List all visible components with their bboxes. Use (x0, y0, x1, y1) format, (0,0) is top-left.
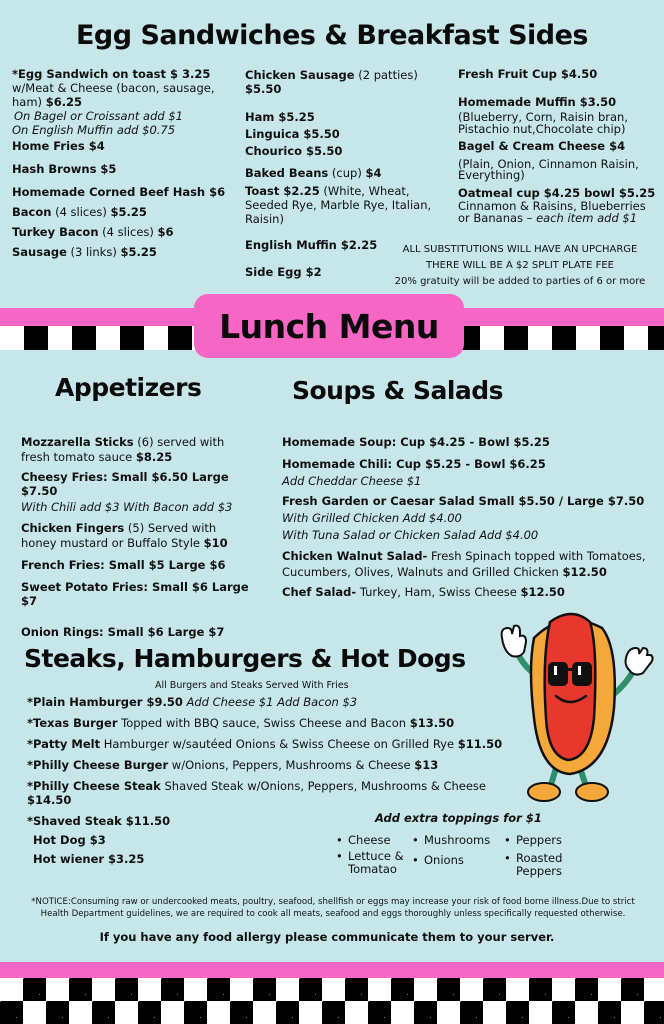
garden-salad-item: Fresh Garden or Caesar Salad Small $5.50 / Large $7.50 (282, 494, 645, 508)
ham-item: Ham $5.25 (245, 110, 315, 124)
topping-item: • Lettuce & Tomatao (336, 850, 412, 876)
patty-melt-item: *Patty Melt Hamburger w/sautéed Onions & Swiss Cheese on Grilled Rye $11.50 (27, 737, 503, 751)
allergy-notice: If you have any food allergy please communicate them to your server. (99, 930, 555, 944)
cheesy-fries-item: Cheesy Fries: Small $6.50 Large $7.50 (21, 470, 229, 498)
lunch-title: Lunch Menu (219, 306, 439, 346)
footer-checker-band (0, 978, 664, 1024)
muffin-desc: (Blueberry, Corn, Raisin bran, Pistachio nut,Chocolate chip) (458, 110, 629, 136)
chili-note: Add Cheddar Cheese $1 (282, 474, 422, 488)
steaks-subtitle: All Burgers and Steaks Served With Fries (155, 680, 349, 691)
toppings-col-3 (504, 834, 574, 881)
onion-rings-item: Onion Rings: Small $6 Large $7 (21, 625, 225, 639)
footer-pink-band (0, 962, 664, 978)
chicken-walnut-item: Chicken Walnut Salad- Fresh Spinach topped with Tomatoes, Cucumbers, Olives, Walnuts and Grilled Chicken $12.50 (282, 549, 646, 579)
topping-item: • Peppers (504, 834, 574, 847)
sausage-item: Sausage (3 links) $5.25 (12, 245, 157, 259)
plain-hamburger-item: *Plain Hamburger $9.50 Add Cheese $1 Add Bacon $3 (27, 695, 358, 709)
turkey-bacon-item: Turkey Bacon (4 slices) $6 (12, 225, 174, 239)
soups-list (282, 435, 658, 599)
soups-title: Soups & Salads (292, 376, 504, 405)
breakfast-col-3 (458, 67, 658, 224)
philly-burger-item: *Philly Cheese Burger w/Onions, Peppers, Mushrooms & Cheese $13 (27, 758, 439, 772)
tuna-salad-note: With Tuna Salad or Chicken Salad Add $4.00 (282, 528, 539, 542)
toast-item: Toast $2.25 (White, Wheat, Seeded Rye, Marble Rye, Italian, Raisin) (245, 184, 432, 226)
philly-steak-item: *Philly Cheese Steak Shaved Steak w/Onions, Peppers, Mushrooms & Cheese $14.50 (27, 779, 486, 807)
english-muffin-note: On English Muffin add $0.75 (12, 123, 176, 137)
appetizers-title: Appetizers (55, 373, 202, 402)
substitution-notice: ALL SUBSTITUTIONS WILL HAVE AN UPCHARGE (402, 244, 638, 255)
home-fries-item: Home Fries $4 (12, 139, 105, 153)
split-plate-notice: THERE WILL BE A $2 SPLIT PLATE FEE (426, 260, 614, 271)
topping-item: • Roasted Peppers (504, 852, 574, 878)
baked-beans-item: Baked Beans (cup) $4 (245, 166, 382, 180)
corned-beef-hash-item: Homemade Corned Beef Hash $6 (12, 185, 226, 199)
english-muffin-item: English Muffin $2.25 (245, 238, 378, 252)
steaks-title: Steaks, Hamburgers & Hot Dogs (24, 644, 466, 673)
egg-sandwich-item: *Egg Sandwich on toast $ 3.25 w/Meat & Cheese (bacon, sausage, ham) $6.25 (12, 67, 215, 109)
french-fries-item: French Fries: Small $5 Large $6 (21, 558, 226, 572)
chicken-fingers-item: Chicken Fingers (5) Served with honey mustard or Buffalo Style $10 (21, 521, 228, 550)
lunch-title-pill (194, 294, 464, 358)
bagel-desc: (Plain, Onion, Cinnamon Raisin, Everything) (458, 157, 639, 182)
breakfast-title: Egg Sandwiches & Breakfast Sides (75, 20, 588, 51)
soup-item: Homemade Soup: Cup $4.25 - Bowl $5.25 (282, 435, 550, 449)
bagel-note: On Bagel or Croissant add $1 (14, 109, 183, 123)
hash-browns-item: Hash Browns $5 (12, 162, 117, 176)
topping-item: • Mushrooms (412, 834, 504, 847)
hot-wiener-item: Hot wiener $3.25 (33, 852, 145, 866)
grilled-chicken-note: With Grilled Chicken Add $4.00 (282, 511, 462, 525)
chicken-sausage-item: Chicken Sausage (2 patties) $5.50 (245, 68, 418, 96)
mozzarella-item: Mozzarella Sticks (6) served with fresh tomato sauce $8.25 (21, 435, 225, 464)
sweet-potato-fries-item: Sweet Potato Fries: Small $6 Large $7 (21, 580, 249, 608)
gratuity-notice: 20% gratuity will be added to parties of 6 or more (394, 276, 646, 287)
toppings-grid (336, 834, 576, 881)
bagel-item: Bagel & Cream Cheese $4 (458, 139, 626, 153)
toppings-col-2 (412, 834, 504, 881)
muffin-item: Homemade Muffin $3.50 (458, 95, 617, 109)
oatmeal-desc: Cinnamon & Raisins, Blueberries or Bananas – each item add $1 (458, 199, 646, 225)
chili-item: Homemade Chili: Cup $5.25 - Bowl $6.25 (282, 457, 546, 471)
breakfast-col-1 (12, 67, 234, 259)
bacon-item: Bacon (4 slices) $5.25 (12, 205, 147, 219)
side-egg-item: Side Egg $2 (245, 265, 322, 279)
linguica-item: Linguica $5.50 (245, 127, 340, 141)
hotdog-mascot-icon (494, 608, 658, 804)
topping-item: • Onions (412, 854, 504, 867)
cheesy-fries-note: With Chili add $3 With Bacon add $3 (21, 500, 233, 514)
topping-item: • Cheese (336, 834, 412, 847)
shaved-steak-item: *Shaved Steak $11.50 (27, 814, 171, 828)
chef-salad-item: Chef Salad- Turkey, Ham, Swiss Cheese $12.50 (282, 585, 565, 599)
appetizers-list (21, 435, 251, 639)
oatmeal-item: Oatmeal cup $4.25 bowl $5.25 (458, 186, 656, 200)
fruit-cup-item: Fresh Fruit Cup $4.50 (458, 67, 598, 81)
texas-burger-item: *Texas Burger Topped with BBQ sauce, Swiss Cheese and Bacon $13.50 (27, 716, 455, 730)
chourico-item: Chourico $5.50 (245, 144, 343, 158)
health-notice: *NOTICE:Consuming raw or undercooked meats, poultry, seafood, shellfish or eggs may increase your risk of food borne illness.Due to strict Health Department guidelines, we are required to cook all meats, seafood and eggs thoroughly unless specifically requested otherwise. (31, 897, 635, 919)
toppings-col-1 (336, 834, 412, 881)
toppings-title: Add extra toppings for $1 (375, 811, 542, 825)
breakfast-notices (378, 242, 662, 290)
hot-dog-item: Hot Dog $3 (33, 833, 106, 847)
